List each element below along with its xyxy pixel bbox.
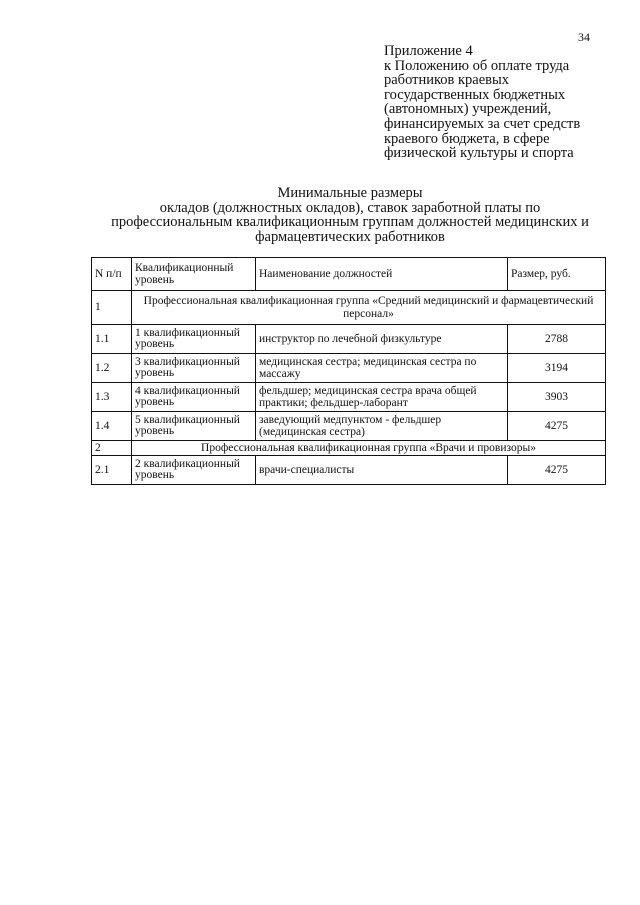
row-salary: 2788: [508, 325, 606, 354]
document-title: [80, 186, 620, 244]
appendix-line: краевого бюджета, в сфере: [384, 130, 550, 147]
appendix-line: работников краевых: [384, 72, 510, 89]
group-row: [92, 291, 606, 325]
header-salary: Размер, руб.: [508, 258, 606, 291]
row-level: 4 квалификационный уровень: [132, 383, 256, 412]
row-level: 3 квалификационный уровень: [132, 354, 256, 383]
row-positions: инструктор по лечебной физкультуре: [256, 325, 508, 354]
row-positions: врачи-специалисты: [256, 456, 508, 485]
row-number: 1.1: [92, 325, 132, 354]
row-number: 2.1: [92, 456, 132, 485]
page-number: 34: [578, 30, 590, 44]
group-name: Профессиональная квалификационная группа «Средний медицинский и фармацевтический персонал»: [132, 291, 606, 325]
header-positions: Наименование должностей: [256, 258, 508, 291]
group-number: 2: [92, 441, 132, 456]
title-line: Минимальные размеры: [277, 185, 423, 201]
table-row: [92, 456, 606, 485]
title-line: профессиональным квалификационным группам должностей медицинских и: [111, 214, 589, 231]
row-level: 1 квалификационный уровень: [132, 325, 256, 354]
appendix-header: [384, 44, 624, 161]
table-row: [92, 383, 606, 412]
header-level: Квалификационный уровень: [132, 258, 256, 291]
row-salary: 3194: [508, 354, 606, 383]
group-name: Профессиональная квалификационная группа «Врачи и провизоры»: [132, 441, 606, 456]
table-row: [92, 354, 606, 383]
row-level: 5 квалификационный уровень: [132, 412, 256, 441]
appendix-line: к Положению об оплате труда: [384, 57, 570, 74]
appendix-line: физической культуры и спорта: [384, 145, 574, 162]
title-line: фармацевтических работников: [255, 228, 445, 245]
appendix-line: Приложение 4: [384, 43, 473, 59]
group-number: 1: [92, 291, 132, 325]
table-header-row: [92, 258, 606, 291]
appendix-line: финансируемых за счет средств: [384, 115, 581, 132]
row-salary: 4275: [508, 412, 606, 441]
table-row: [92, 412, 606, 441]
title-line: окладов (должностных окладов), ставок заработной платы по: [159, 199, 541, 216]
appendix-line: государственных бюджетных: [384, 86, 566, 103]
row-number: 1.3: [92, 383, 132, 412]
row-number: 1.4: [92, 412, 132, 441]
row-positions: медицинская сестра; медицинская сестра по массажу: [256, 354, 508, 383]
row-salary: 3903: [508, 383, 606, 412]
row-positions: фельдшер; медицинская сестра врача общей практики; фельдшер-лаборант: [256, 383, 508, 412]
header-number: N п/п: [92, 258, 132, 291]
row-level: 2 квалификационный уровень: [132, 456, 256, 485]
group-row: [92, 441, 606, 456]
row-number: 1.2: [92, 354, 132, 383]
salary-table: [91, 257, 606, 485]
table-row: [92, 325, 606, 354]
appendix-line: (автономных) учреждений,: [384, 101, 552, 118]
row-positions: заведующий медпунктом - фельдшер (медицинская сестра): [256, 412, 508, 441]
row-salary: 4275: [508, 456, 606, 485]
